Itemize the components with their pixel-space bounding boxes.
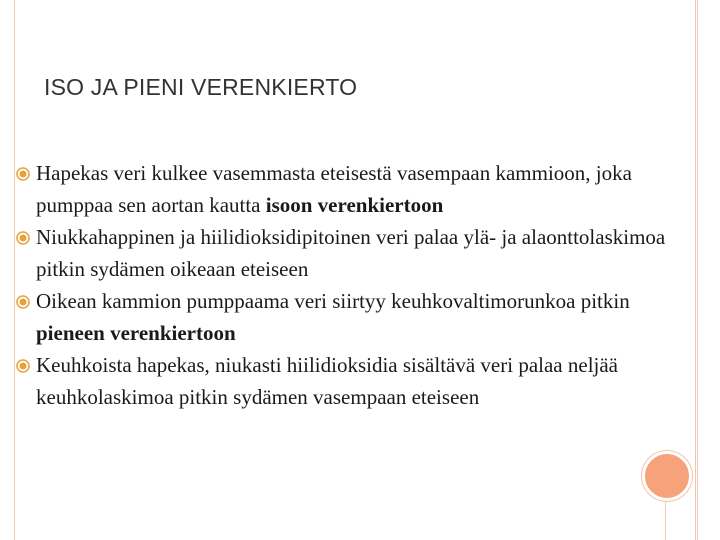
bullet-emphasis: pieneen verenkiertoon (36, 321, 236, 345)
circle-bullet-icon (16, 167, 30, 181)
bullet-text: Keuhkoista hapekas, niukasti hiilidioksidia sisältävä veri palaa neljää keuhkolaskimoa pitkin sydämen vasempaan eteiseen (36, 353, 619, 409)
list-item (16, 285, 696, 349)
circle-bullet-icon (16, 359, 30, 373)
bullet-emphasis: isoon verenkiertoon (265, 193, 444, 217)
bullet-text: Oikean kammion pumppaama veri siirtyy keuhkovaltimorunkoa pitkin (36, 289, 630, 313)
circle-bullet-icon (16, 295, 30, 309)
decorative-line (665, 497, 666, 540)
circle-bullet-icon (16, 231, 30, 245)
list-item (16, 157, 696, 221)
decorative-circle (642, 451, 692, 501)
bullet-text: Hapekas veri kulkee vasemmasta eteisestä vasempaan kammioon, joka pumppaa sen aortan kautta (36, 161, 632, 217)
slide-title: ISO JA PIENI VERENKIERTO (44, 74, 358, 100)
bullet-list (16, 157, 696, 413)
list-item (16, 221, 696, 285)
list-item (16, 349, 696, 413)
bullet-text: Niukkahappinen ja hiilidioksidipitoinen veri palaa ylä- ja alaonttolaskimoa pitkin sydämen oikeaan eteiseen (36, 225, 666, 281)
